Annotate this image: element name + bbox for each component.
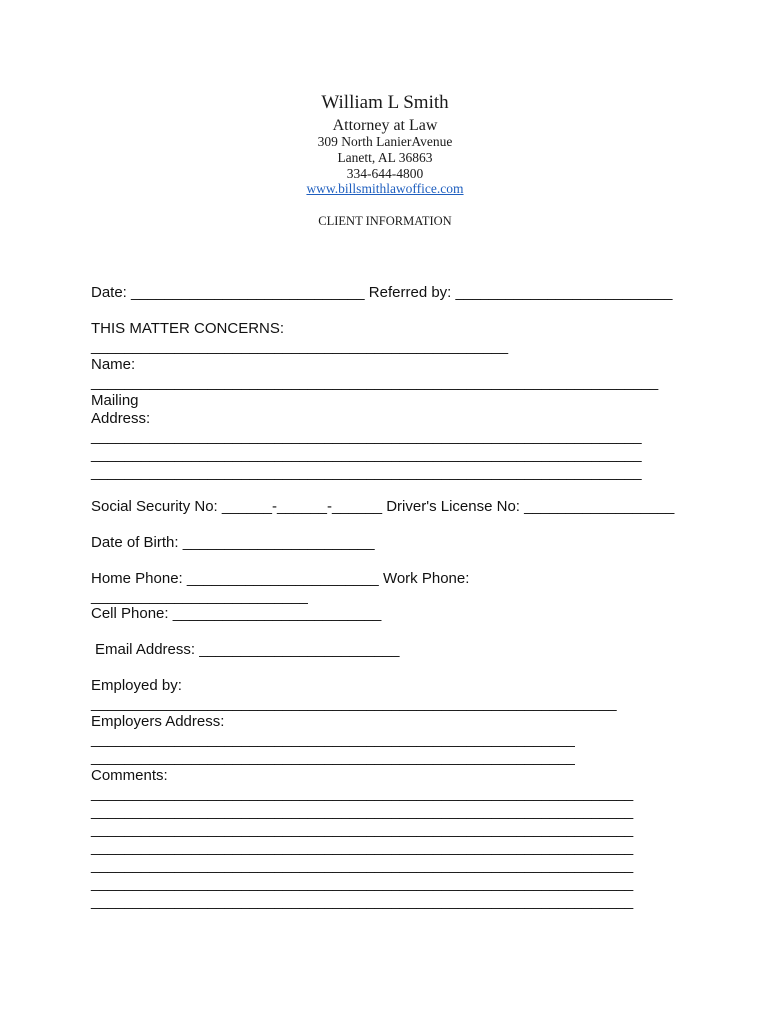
comments-label: Comments: — [91, 767, 168, 784]
date-blank: ____________________________ — [131, 284, 365, 301]
comments-blank-2: _________________________________________________________________ — [91, 803, 634, 820]
date-of-birth-row — [91, 534, 375, 552]
comments-blank-5: _________________________________________________________________ — [91, 857, 634, 874]
city-state-zip: Lanett, AL 36863 — [337, 150, 433, 165]
employed-by-blank: _______________________________________________________________ — [91, 695, 617, 712]
form-title: CLIENT INFORMATION — [318, 214, 452, 228]
email-label: Email Address: — [95, 641, 196, 658]
drivers-license-blank: __________________ — [524, 498, 675, 515]
referred-by-label: Referred by: — [368, 284, 452, 301]
employers-address-blank-1: __________________________________________________________ — [91, 731, 575, 748]
comments-blank-1: _________________________________________________________________ — [91, 785, 634, 802]
street-address: 309 North LanierAvenue — [317, 134, 453, 149]
cell-phone-row — [91, 605, 381, 623]
cell-phone-blank: _________________________ — [172, 605, 382, 622]
home-phone-blank: _______________________ — [186, 570, 379, 587]
comments-blank-7: _________________________________________________________________ — [91, 893, 634, 910]
website-link[interactable]: www.billsmithlawoffice.com — [306, 181, 464, 196]
mailing-address-label-line2: Address: — [91, 410, 151, 427]
date-of-birth-label: Date of Birth: — [91, 534, 179, 551]
attorney-title: Attorney at Law — [332, 117, 438, 134]
name-label: Name: — [91, 356, 136, 373]
home-phone-label: Home Phone: — [91, 570, 183, 587]
website-row — [0, 181, 770, 197]
mailing-address-blank-1: __________________________________________________________________ — [91, 428, 642, 445]
email-row — [95, 641, 399, 659]
date-label: Date: — [91, 284, 127, 301]
matter-concerns-label: THIS MATTER CONCERNS: — [91, 320, 285, 337]
employers-address-label: Employers Address: — [91, 713, 225, 730]
mailing-address-blank-3: __________________________________________________________________ — [91, 464, 642, 481]
phone-row — [91, 570, 469, 588]
work-phone-label: Work Phone: — [382, 570, 470, 587]
ssn-license-row — [91, 498, 674, 516]
cell-phone-label: Cell Phone: — [91, 605, 169, 622]
comments-blank-4: _________________________________________________________________ — [91, 839, 634, 856]
date-of-birth-blank: _______________________ — [182, 534, 375, 551]
email-blank: ________________________ — [199, 641, 400, 658]
mailing-address-blank-2: __________________________________________________________________ — [91, 446, 642, 463]
mailing-address-label-line1: Mailing — [91, 392, 139, 409]
comments-blank-6: _________________________________________________________________ — [91, 875, 634, 892]
referred-by-blank: __________________________ — [455, 284, 673, 301]
comments-blank-3: _________________________________________________________________ — [91, 821, 634, 838]
date-referred-row — [91, 284, 672, 302]
office-phone: 334-644-4800 — [346, 166, 424, 181]
work-phone-blank: __________________________ — [91, 588, 308, 605]
ssn-blank: ______-______-______ — [221, 498, 383, 515]
name-blank: ____________________________________________________________________ — [91, 374, 659, 391]
drivers-license-label: Driver's License No: — [386, 498, 520, 515]
employed-by-label: Employed by: — [91, 677, 182, 694]
ssn-label: Social Security No: — [91, 498, 218, 515]
employers-address-blank-2: __________________________________________________________ — [91, 749, 575, 766]
attorney-name: William L Smith — [321, 92, 449, 113]
matter-concerns-blank: __________________________________________________ — [91, 338, 509, 355]
